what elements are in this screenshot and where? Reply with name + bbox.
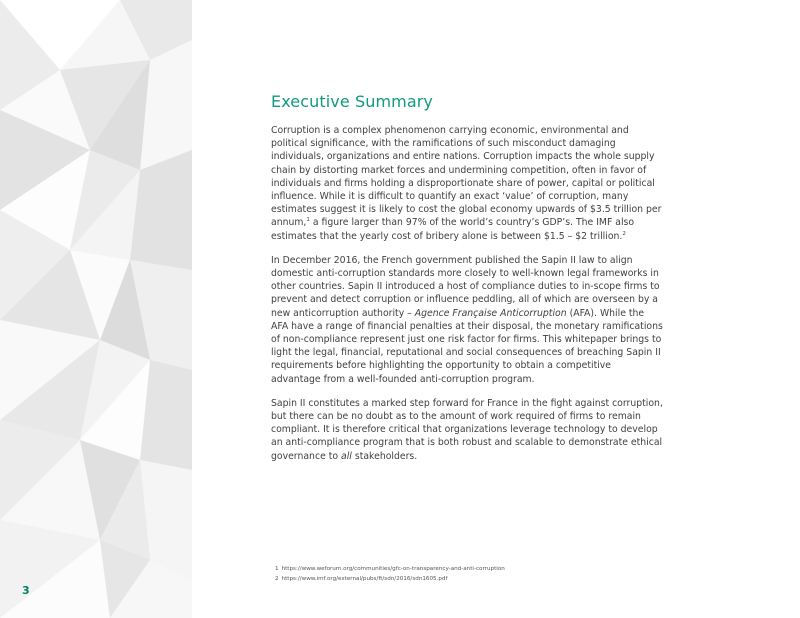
paragraph-3 (271, 397, 663, 463)
footnote-1 (275, 565, 675, 575)
footnote-1-link[interactable]: https://www.weforum.org/communities/gfc-on-transparency-and-anti-corruption (281, 566, 505, 572)
footnotes (275, 565, 675, 584)
paragraph-3-text-b: stakeholders. (351, 450, 418, 462)
footnote-2-link[interactable]: https://www.imf.org/external/pubs/ft/sdn/2016/sdn1605.pdf (281, 575, 448, 582)
paragraph-2 (271, 254, 663, 386)
footnote-ref-1: 1 (306, 217, 310, 224)
low-poly-background-graphic (0, 0, 192, 618)
footnote-2-number: 2 (275, 575, 279, 582)
footnote-1-number: 1 (275, 566, 279, 572)
paragraph-2-text-b: (AFA). While the AFA have a range of financial penalties at their disposal, the monetary ramifications of non-compliance represent just one risk factor for firms. This whitepaper brings to light the legal, financial, reputational and social consequences of breaching Sapin II requirements before highlighting the opportunity to obtain a competitive advantage from a well-founded anti-corruption program. (271, 307, 663, 385)
footnote-ref-2: 2 (622, 230, 626, 237)
paragraph-3-text-a: Sapin II constitutes a marked step forward for France in the fight against corruption, but there can be no doubt as to the amount of work required of firms to remain compliant. It is therefore critical that organizations leverage technology to develop an anti-compliance program that is both robust and scalable to demonstrate ethical governance to (271, 397, 663, 462)
section-title: Executive Summary (271, 92, 434, 111)
main-content (271, 92, 663, 474)
paragraph-1-text-a: Corruption is a complex phenomenon carrying economic, environmental and political significance, with the ramifications of such misconduct damaging individuals, organizations and entire nations. Corruption impacts the whole supply chain by distorting market forces and undermining competition, often in favor of individuals and firms holding a disproportionate share of power, capital or political influence. While it is difficult to quantify an exact ‘value’ of corruption, many estimates suggest it is likely to cost the global economy upwards of $3.5 trillion per annum, (271, 125, 662, 229)
page-number: 3 (22, 584, 30, 597)
paragraph-1-text-b: a figure larger than 97% of the world’s country’s GDP’s. The IMF also estimates that the yearly cost of bribery alone is between $1.5 – $2 trillion. (271, 217, 635, 242)
footnote-2 (275, 575, 675, 585)
paragraph-3-italic-all: all (341, 450, 352, 462)
paragraph-1 (271, 124, 663, 243)
decorative-geometric-panel (0, 0, 192, 618)
paragraph-2-italic-agency: Agence Française Anticorruption (414, 307, 567, 319)
paragraph-2-text-a: In December 2016, the French government published the Sapin II law to align domestic anti-corruption standards more closely to well-known legal frameworks in other countries. Sapin II introduced a host of compliance duties to in-scope firms to prevent and detect corruption or influence peddling, all of which are overseen by a new anticorruption authority – (271, 254, 660, 319)
